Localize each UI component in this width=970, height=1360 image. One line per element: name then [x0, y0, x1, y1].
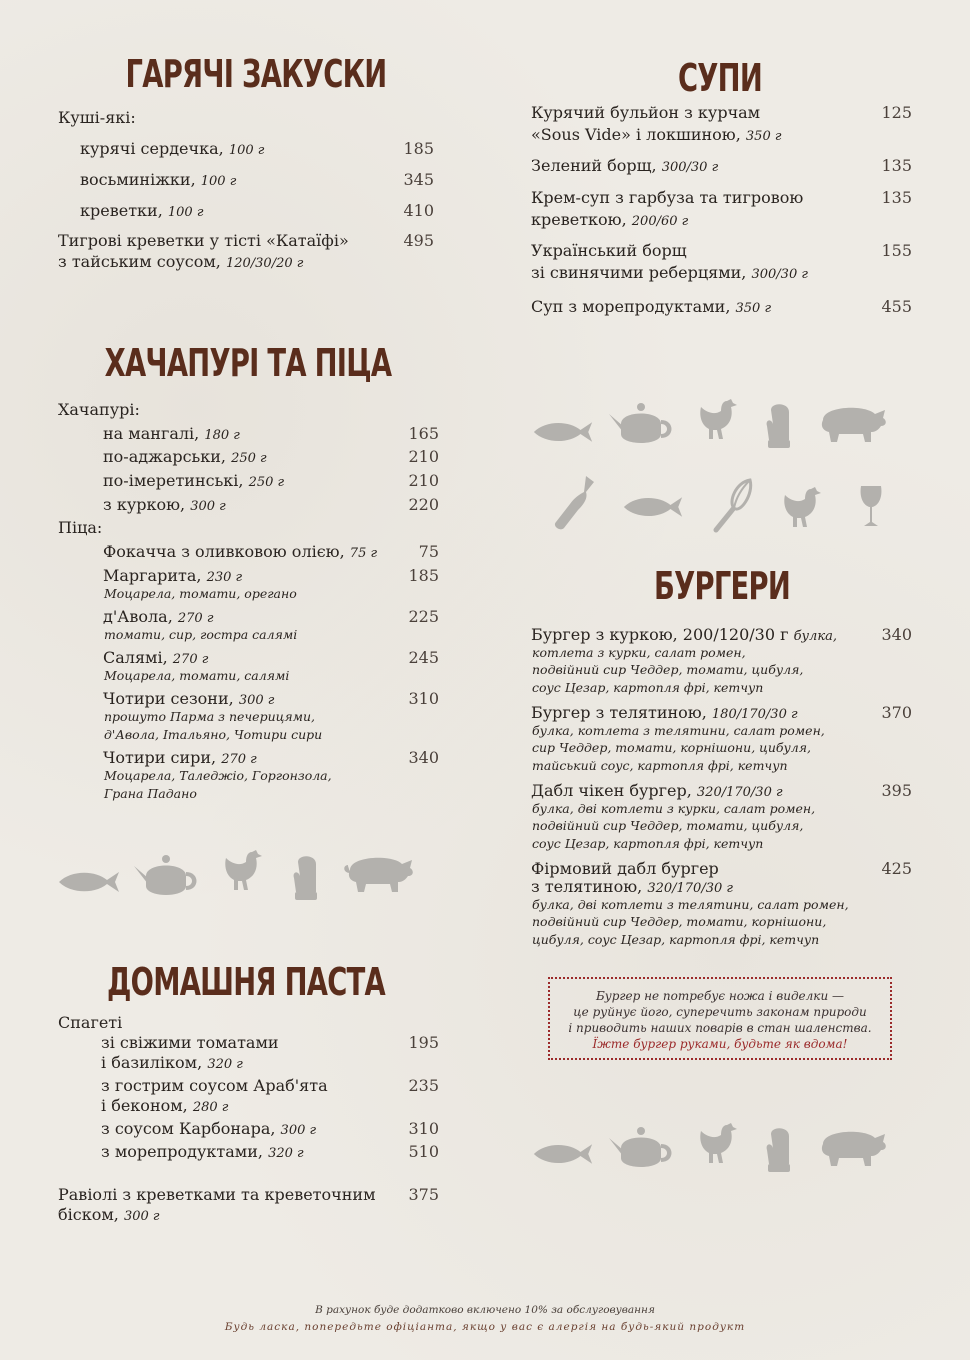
price: 210: [408, 471, 439, 490]
menu-item: Суп з морепродуктами, 350 г: [531, 297, 772, 316]
price: 245: [408, 648, 439, 667]
menu-item: д'Авола, 270 г: [103, 607, 214, 626]
menu-item-name: з телятиною, 320/170/30 г: [531, 877, 733, 896]
group-label-kushi: Куші-які:: [58, 108, 136, 127]
price: 225: [408, 607, 439, 626]
menu-item-name: з гострим соусом Араб'ята: [101, 1076, 328, 1095]
menu-item-name: Фірмовий дабл бургер: [531, 859, 719, 878]
price: 220: [408, 495, 439, 514]
price: 210: [408, 447, 439, 466]
price: 340: [881, 625, 912, 644]
menu-item-name: з тайським соусом, 120/30/20 г: [58, 252, 304, 271]
wine-glass-icon: [858, 484, 884, 530]
price: 135: [881, 156, 912, 175]
price: 185: [403, 139, 434, 158]
menu-item: на мангалі, 180 г: [103, 424, 240, 443]
bottle-icon: [548, 474, 598, 532]
menu-item-name: зі свинячими реберцями, 300/30 г: [531, 263, 808, 282]
item-description: сир Чеддер, томати, корнішони, цибуля,: [532, 740, 812, 755]
section-title-khachapuri-pizza: ХАЧАПУРІ ТА ПІЦА: [104, 341, 392, 385]
price: 310: [408, 689, 439, 708]
burger-note-box: [548, 977, 892, 1060]
price: 455: [881, 297, 912, 316]
menu-item: з соусом Карбонара, 300 г: [101, 1119, 317, 1138]
menu-item: по-імеретинські, 250 г: [103, 471, 285, 490]
menu-item: з куркою, 300 г: [103, 495, 226, 514]
allergy-note: Будь ласка, попередьте офіціанта, якщо у вас є алергія на будь-який продукт: [224, 1321, 746, 1333]
group-label-khachapuri: Хачапурі:: [58, 400, 140, 419]
section-title-pasta: ДОМАШНЯ ПАСТА: [107, 960, 385, 1004]
menu-item: по-аджарськи, 250 г: [103, 447, 267, 466]
section-title-soups: СУПИ: [677, 56, 763, 100]
price: 135: [881, 188, 912, 207]
item-description: цибуля, соус Цезар, картопля фрі, кетчуп: [532, 932, 820, 947]
note-line: Бургер не потребує ножа і виделки —: [595, 989, 845, 1003]
note-line: і приводить наших поварів в стан шаленства.: [568, 1021, 872, 1035]
oven-mitt-icon: [763, 1124, 795, 1174]
menu-item: Бургер з телятиною, 180/170/30 г: [531, 703, 798, 722]
menu-item-name: Равіолі з креветками та креветочним: [58, 1185, 376, 1204]
item-description: Грана Падано: [104, 786, 197, 801]
fish-icon: [530, 418, 596, 446]
item-description: Моцарела, томати, салямі: [104, 668, 290, 683]
chicken-icon: [697, 1121, 739, 1167]
teapot-icon: [607, 400, 675, 450]
fish-icon: [620, 493, 686, 521]
item-description: подвійний сир Чеддер, томати, цибуля,: [532, 662, 804, 677]
item-description: соус Цезар, картопля фрі, кетчуп: [532, 680, 764, 695]
menu-item-name: і беконом, 280 г: [101, 1096, 229, 1115]
menu-item: Маргарита, 230 г: [103, 566, 243, 585]
menu-item: восьминіжки, 100 г: [80, 170, 237, 189]
menu-item: Фокачча з оливковою олією, 75 г: [103, 542, 378, 561]
menu-item: Чотири сезони, 300 г: [103, 689, 275, 708]
menu-item: Салямі, 270 г: [103, 648, 209, 667]
price: 495: [403, 231, 434, 250]
section-title-burgers: БУРГЕРИ: [653, 564, 791, 608]
price: 75: [418, 542, 439, 561]
item-description: Моцарела, томати, орегано: [104, 586, 297, 601]
price: 395: [881, 781, 912, 800]
menu-item: креветки, 100 г: [80, 201, 204, 220]
menu-item: Дабл чікен бургер, 320/170/30 г: [531, 781, 783, 800]
menu-item: курячі сердечка, 100 г: [80, 139, 265, 158]
pig-icon: [815, 1124, 889, 1168]
group-label-pizza: Піца:: [58, 518, 103, 537]
price: 410: [403, 201, 434, 220]
item-description: булка, дві котлети з телятини, салат ромен,: [532, 897, 849, 912]
chicken-icon: [697, 397, 739, 443]
menu-item-name: креветкою, 200/60 г: [531, 210, 689, 229]
price: 155: [881, 241, 912, 260]
item-description: подвійний сир Чеддер, томати, корнішони,: [532, 914, 827, 929]
price: 375: [408, 1185, 439, 1204]
price: 370: [881, 703, 912, 722]
price: 425: [881, 859, 912, 878]
price: 510: [408, 1142, 439, 1161]
price: 340: [408, 748, 439, 767]
price: 195: [408, 1033, 439, 1052]
menu-item: Зелений борщ, 300/30 г: [531, 156, 719, 175]
oven-mitt-icon: [763, 400, 795, 450]
teapot-icon: [607, 1124, 675, 1174]
menu-item-name: «Sous Vide» і локшиною, 350 г: [531, 125, 782, 144]
item-description: булка, дві котлети з курки, салат ромен,: [532, 801, 816, 816]
menu-item-name: Тигрові креветки у тісті «Катаїфі»: [58, 231, 349, 250]
section-title-hot-appetizers: ГАРЯЧІ ЗАКУСКИ: [125, 52, 387, 96]
price: 345: [403, 170, 434, 189]
menu-item-name: Курячий бульйон з курчам: [531, 103, 761, 122]
price: 310: [408, 1119, 439, 1138]
menu-item-name: зі свіжими томатами: [101, 1033, 279, 1052]
note-highlight: Їжте бургер руками, будьте як вдома!: [592, 1037, 848, 1051]
whisk-icon: [710, 476, 756, 534]
chicken-icon: [222, 848, 264, 894]
group-label-spaghetti: Спагеті: [58, 1013, 123, 1032]
item-description: тайський соус, картопля фрі, кетчуп: [532, 758, 788, 773]
item-description: Моцарела, Таледжіо, Горгонзола,: [104, 768, 332, 783]
oven-mitt-icon: [290, 852, 322, 902]
service-charge-note: В рахунок буде додатково включено 10% за обслуговування: [315, 1304, 655, 1316]
item-description: котлета з курки, салат ромен,: [532, 645, 746, 660]
pig-icon: [342, 850, 416, 894]
menu-item-name: біском, 300 г: [58, 1205, 160, 1224]
item-description: булка, котлета з телятини, салат ромен,: [532, 723, 825, 738]
item-description: соус Цезар, картопля фрі, кетчуп: [532, 836, 764, 851]
pig-icon: [815, 400, 889, 444]
menu-item: з морепродуктами, 320 г: [101, 1142, 304, 1161]
note-line: це руйнує його, суперечить законам природи: [573, 1005, 867, 1019]
fish-icon: [55, 868, 123, 896]
item-description: д'Авола, Італьяно, Чотири сири: [104, 727, 323, 742]
item-description: прошуто Парма з печерицями,: [104, 709, 316, 724]
price: 165: [408, 424, 439, 443]
menu-item-name: і базиліком, 320 г: [101, 1053, 243, 1072]
item-description: томати, сир, гостра салямі: [104, 627, 298, 642]
menu-item-name: Крем-суп з гарбуза та тигровою: [531, 188, 804, 207]
price: 235: [408, 1076, 439, 1095]
menu-item: Чотири сири, 270 г: [103, 748, 257, 767]
fish-icon: [530, 1140, 596, 1168]
chicken-icon: [781, 485, 823, 531]
price: 125: [881, 103, 912, 122]
menu-item-name: Український борщ: [531, 241, 687, 260]
price: 185: [408, 566, 439, 585]
item-description: подвійний сир Чеддер, томати, цибуля,: [532, 818, 804, 833]
menu-item: Бургер з куркою, 200/120/30 г булка,: [531, 625, 837, 644]
teapot-icon: [132, 852, 200, 902]
